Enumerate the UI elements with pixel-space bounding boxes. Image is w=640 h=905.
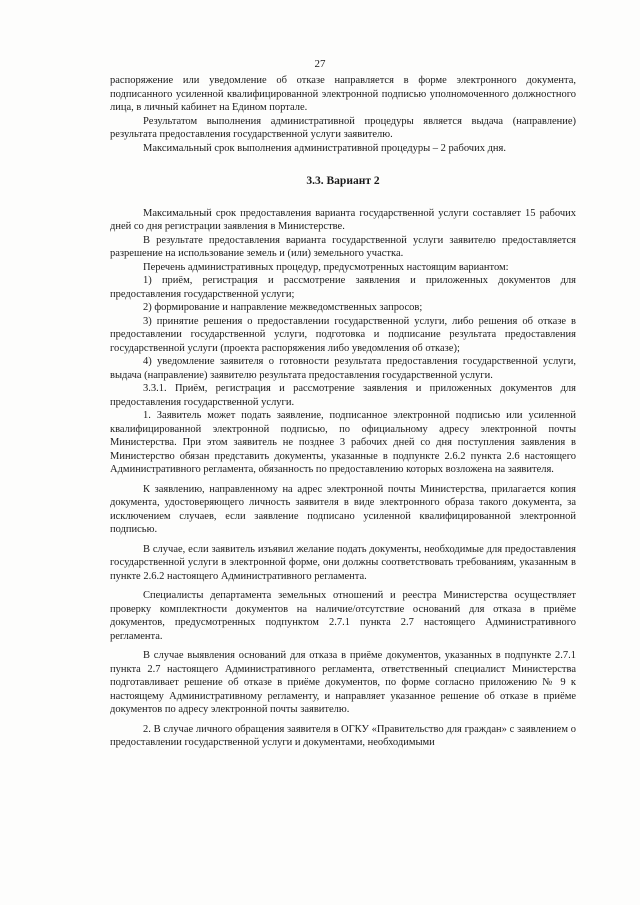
paragraph: В случае выявления оснований для отказа в приёме документов, указанных в подпункте 2.7.1 пункта 2.7 настоящего Административного регламента, ответственный специалист Министерства подготавливает решение об отказе в приёме документов, по форме согласно приложению № 9 к настоящему Административному регламенту, и направляет указанное решение об отказе в приёме документов по адресу электронной почты заявителю. bbox=[110, 650, 576, 715]
paragraph: 3) принятие решения о предоставлении государственной услуги, либо решения об отказе в предоставлении государственной услуги, подготовка и подписание результата предоставления государственной услуги (проекта распоряжения либо уведомления об отказе); bbox=[110, 315, 576, 354]
paragraph: 2) формирование и направление межведомственных запросов; bbox=[143, 302, 423, 313]
paragraph: Перечень административных процедур, предусмотренных настоящим вариантом: bbox=[143, 261, 509, 273]
section-content bbox=[110, 207, 576, 750]
paragraph: 1. Заявитель может подать заявление, подписанное электронной подписью или усиленной квалифицированной электронной подписью, по официальному адресу электронной почты Министерства. При этом заявитель не позднее 3 рабочих дней со дня поступления заявления в Министерство обязан представить документы, указанные в подпункте 2.6.2 пункта 2.6 настоящего Административного регламента, обязанность по предоставлению которых возложена на заявителя. bbox=[110, 410, 576, 475]
paragraph: Максимальный срок выполнения административной процедуры – 2 рабочих дня. bbox=[143, 142, 506, 154]
section-heading: 3.3. Вариант 2 bbox=[306, 175, 380, 187]
paragraph: распоряжение или уведомление об отказе направляется в форме электронного документа, подписанного усиленной квалифицированной электронной подписью уполномоченного должностного лица, в личный кабинет на Едином портале. bbox=[110, 75, 576, 113]
paragraph: К заявлению, направленному на адрес электронной почты Министерства, прилагается копия документа, удостоверяющего личность заявителя в виде электронного образа такого документа, за исключением случаев, если заявление подписано усиленной квалифицированной электронной подписью. bbox=[110, 483, 576, 535]
paragraph: Максимальный срок предоставления варианта государственной услуги составляет 15 рабочих дней со дня регистрации заявления в Министерстве. bbox=[110, 207, 576, 232]
paragraph: 3.3.1. Приём, регистрация и рассмотрение заявления и приложенных документов для предоставления государственной услуги. bbox=[110, 383, 576, 408]
paragraph: Результатом выполнения административной процедуры является выдача (направление) результата предоставления государственной услуги заявителю. bbox=[110, 115, 576, 140]
paragraph: В случае, если заявитель изъявил желание подать документы, необходимые для предоставления государственной услуги в электронной форме, они должны соответствовать требованиям, указанным в пункте 2.6.2 настоящего Административного регламента. bbox=[110, 543, 576, 582]
paragraph: 4) уведомление заявителя о готовности результата предоставления государственной услуги, выдача (направление) заявителю результата предоставления государственной услуги. bbox=[110, 356, 576, 381]
paragraph: В результате предоставления варианта государственной услуги заявителю предоставляется разрешение на использование земель и (или) земельного участка. bbox=[110, 234, 576, 259]
document-body bbox=[110, 74, 576, 750]
paragraph: 1) приём, регистрация и рассмотрение заявления и приложенных документов для предоставления государственной услуги; bbox=[110, 275, 576, 300]
paragraph: 2. В случае личного обращения заявителя в ОГКУ «Правительство для граждан» с заявлением о предоставлении государственной услуги и документами, необходимыми bbox=[110, 723, 576, 748]
paragraph: Специалисты департамента земельных отношений и реестра Министерства осуществляет проверку комплектности документов на наличие/отсутствие оснований для отказа в приёме документов, предусмотренных подпунктом 2.7.1 пункта 2.7 настоящего Административного регламента. bbox=[110, 590, 576, 642]
page-number: 27 bbox=[314, 58, 326, 70]
